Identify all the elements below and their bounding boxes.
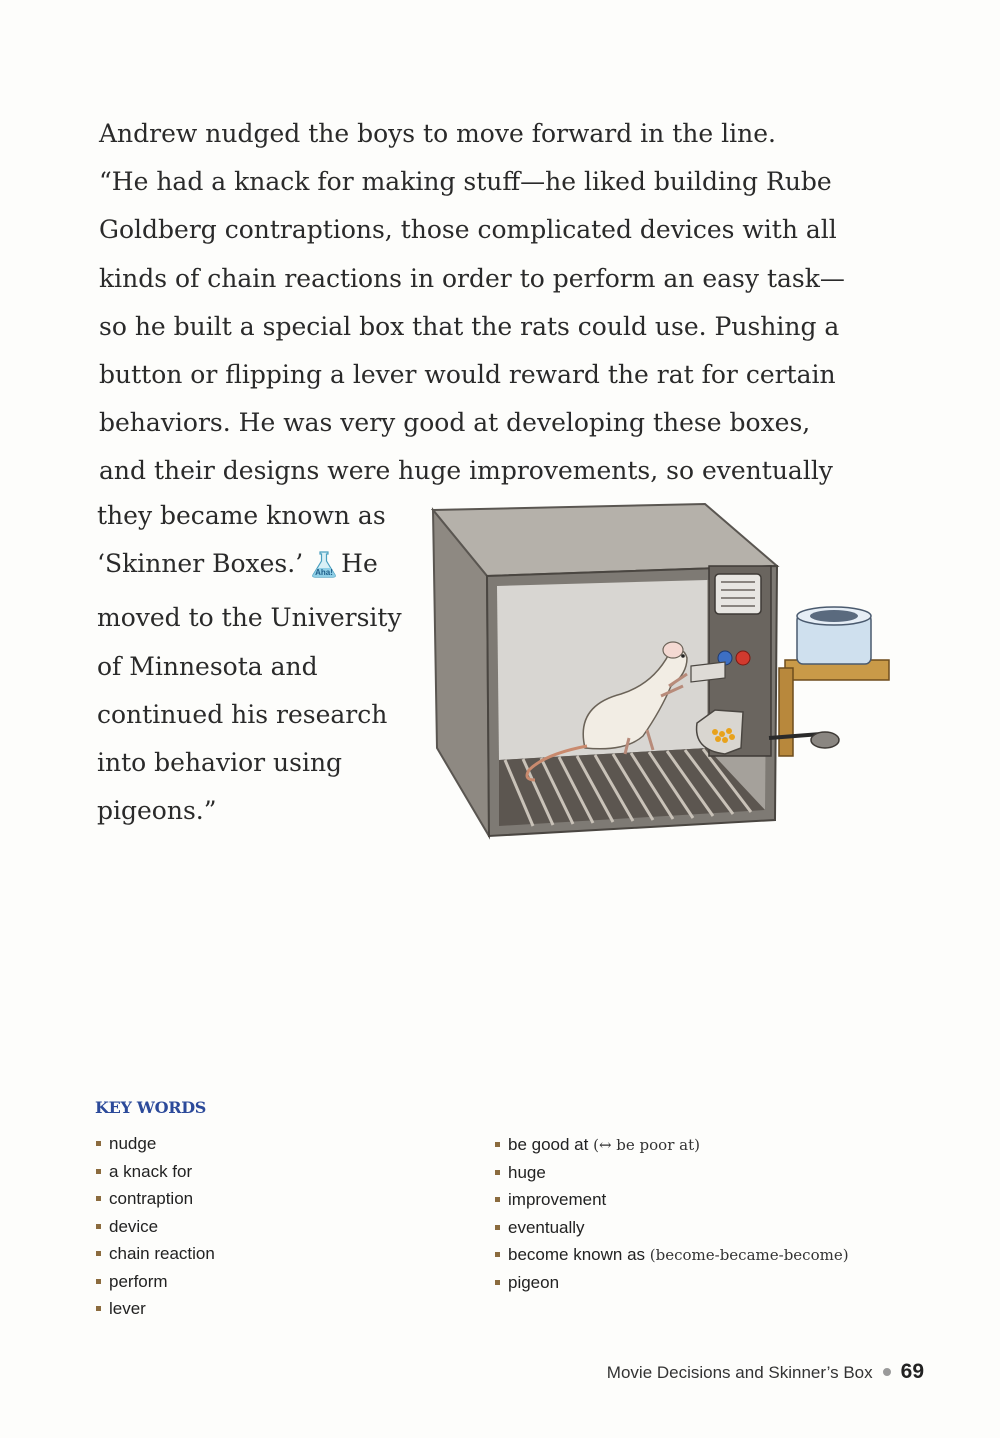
bullet-icon	[96, 1224, 101, 1229]
key-word: eventually	[508, 1217, 585, 1237]
bullet-icon	[495, 1170, 500, 1175]
text-line: kinds of chain reactions in order to perform an easy task—	[99, 263, 845, 293]
text-line: of Minnesota and	[97, 651, 318, 681]
text-segment: He	[341, 549, 378, 579]
skinner-box-illustration	[425, 498, 900, 843]
key-word-item	[495, 1186, 849, 1214]
key-words-column-2	[495, 1131, 849, 1296]
aha-flask-icon	[311, 546, 337, 594]
bullet-icon	[495, 1280, 500, 1285]
key-word-item	[96, 1158, 215, 1186]
key-word-item	[495, 1214, 849, 1242]
separator-dot-icon	[883, 1368, 891, 1376]
text-line: and their designs were huge improvements, so eventually	[99, 456, 833, 486]
key-word-item	[96, 1130, 215, 1158]
key-word-item	[96, 1213, 215, 1241]
page-footer	[607, 1360, 924, 1384]
key-word-item	[495, 1131, 849, 1159]
key-word: contraption	[109, 1189, 194, 1208]
key-word: perform	[109, 1271, 168, 1291]
bullet-icon	[96, 1169, 101, 1174]
text-line: continued his research	[97, 699, 388, 729]
bullet-icon	[96, 1251, 101, 1256]
text-line: behaviors. He was very good at developing these boxes,	[99, 408, 811, 438]
bullet-icon	[96, 1306, 101, 1311]
text-line: pigeons.”	[97, 796, 217, 826]
key-word-item	[495, 1159, 849, 1187]
key-word: become known as	[508, 1245, 646, 1264]
key-word-note: (become-became-become)	[649, 1246, 849, 1264]
main-paragraph	[99, 110, 899, 496]
key-word: device	[109, 1216, 159, 1236]
key-word-item	[96, 1295, 215, 1323]
text-line: “He had a knack for making stuff—he liked building Rube	[99, 167, 832, 197]
bullet-icon	[96, 1279, 101, 1284]
bullet-icon	[495, 1142, 500, 1147]
key-word-item	[96, 1268, 215, 1296]
key-word-item	[495, 1241, 849, 1269]
page-number: 69	[900, 1360, 924, 1383]
bullet-icon	[96, 1141, 101, 1146]
key-word: a knack for	[109, 1161, 193, 1181]
aha-label: Aha!	[315, 568, 334, 578]
bullet-icon	[96, 1196, 101, 1201]
wrapped-paragraph	[97, 492, 417, 835]
key-word: lever	[109, 1299, 146, 1318]
key-word-note: (↔ be poor at)	[593, 1136, 700, 1154]
key-word: nudge	[109, 1134, 157, 1153]
bullet-icon	[495, 1225, 500, 1230]
key-word: huge	[508, 1162, 546, 1182]
chapter-title: Movie Decisions and Skinner’s Box	[606, 1363, 873, 1382]
text-line	[97, 540, 417, 594]
key-word: pigeon	[508, 1272, 560, 1292]
bullet-icon	[495, 1252, 500, 1257]
key-word: improvement	[508, 1190, 607, 1209]
text-line: moved to the University	[97, 603, 402, 633]
key-word: be good at	[508, 1135, 589, 1154]
key-word: chain reaction	[109, 1244, 215, 1263]
text-line: Goldberg contraptions, those complicated devices with all	[99, 215, 837, 245]
text-line: they became known as	[97, 501, 386, 530]
key-word-item	[96, 1240, 215, 1268]
text-line: into behavior using	[97, 748, 343, 778]
text-segment: ‘Skinner Boxes.’	[97, 549, 304, 579]
key-word-item	[495, 1269, 849, 1297]
key-words-heading: KEY WORDS	[95, 1098, 207, 1117]
key-words-column-1	[96, 1130, 215, 1323]
text-line: button or flipping a lever would reward the rat for certain	[99, 360, 836, 390]
text-line: Andrew nudged the boys to move forward in the line.	[99, 119, 776, 148]
bullet-icon	[495, 1197, 500, 1202]
key-word-item	[96, 1185, 215, 1213]
text-line: so he built a special box that the rats could use. Pushing a	[99, 311, 840, 341]
